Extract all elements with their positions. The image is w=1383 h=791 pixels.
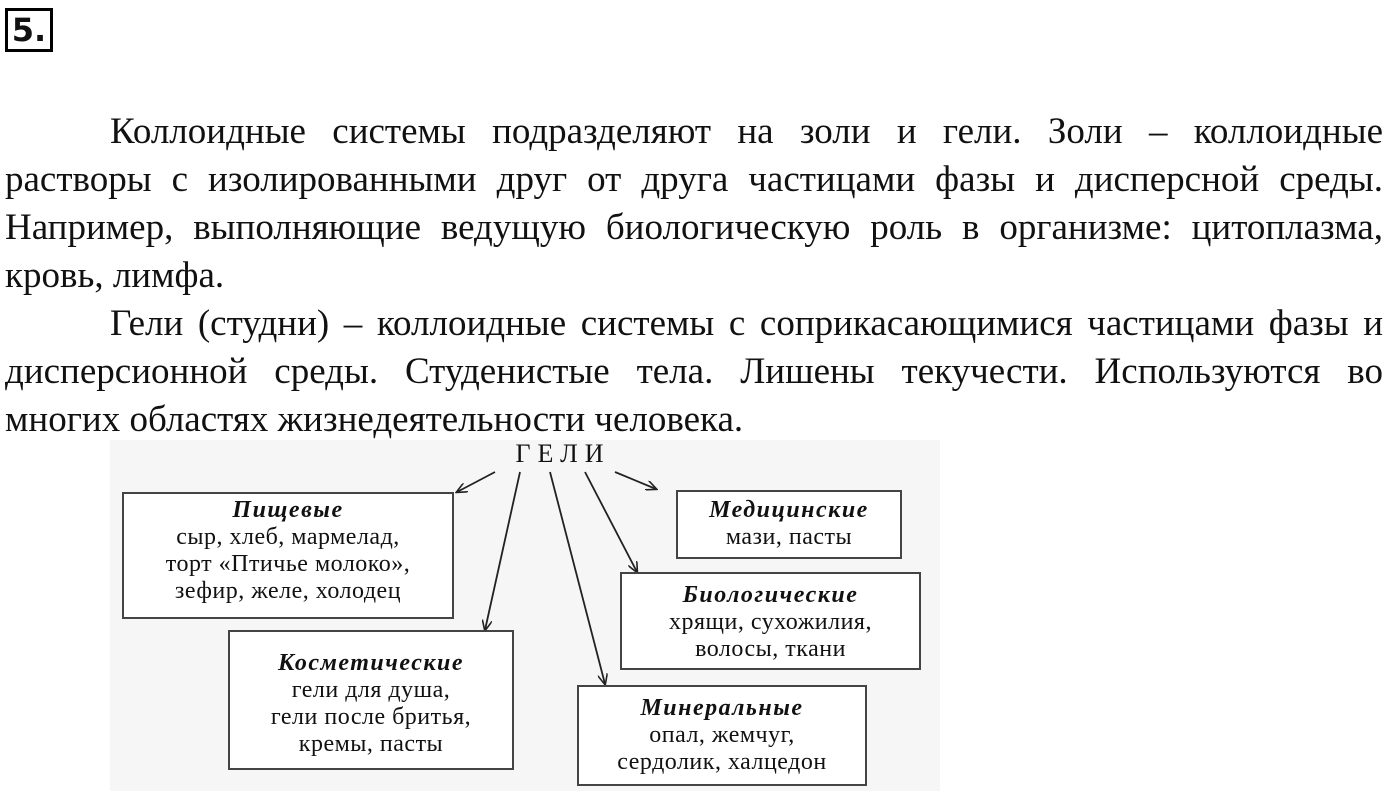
box-medical-gels xyxy=(676,490,902,559)
mineral-item: сердолик, халцедон xyxy=(617,749,827,775)
box-cosmetic-gels xyxy=(228,630,514,770)
arrow-to-medical xyxy=(615,472,656,489)
gels-diagram xyxy=(110,440,940,791)
arrow-to-biological xyxy=(585,472,637,572)
cosmetic-item: гели для душа, xyxy=(291,677,451,703)
arrow-to-mineral xyxy=(550,472,605,684)
paragraph-sols: Коллоидные системы подразделяют на золи и гели. Золи – коллоидные растворы с изолированными друг от друга частицами фазы и дисперсной среды. Например, выполняющие ведущую биологическую роль в организме: цитоплазма, кровь, лимфа. xyxy=(5,111,1383,296)
paragraph-gels: Гели (студни) – коллоидные системы с соприкасающимися частицами фазы и дисперсионной среды. Студенистые тела. Лишены текучести. Используются во многих областях жизнедеятельности человека. xyxy=(5,303,1383,440)
medical-item: мази, пасты xyxy=(725,524,853,550)
food-item: торт «Птичье молоко», xyxy=(165,551,411,577)
mineral-item: опал, жемчуг, xyxy=(649,722,795,748)
biological-title: Биологические xyxy=(682,582,859,608)
food-item: сыр, хлеб, мармелад, xyxy=(176,524,400,550)
body-text xyxy=(5,108,1383,444)
box-mineral-gels xyxy=(577,685,867,786)
food-title: Пищевые xyxy=(232,497,344,523)
arrow-to-cosmetic xyxy=(485,472,520,630)
food-item: зефир, желе, холодец xyxy=(174,578,402,604)
cosmetic-item: гели после бритья, xyxy=(270,704,472,730)
cosmetic-item: кремы, пасты xyxy=(298,731,444,757)
box-biological-gels xyxy=(620,572,921,670)
arrow-to-food xyxy=(457,472,495,492)
biological-item: волосы, ткани xyxy=(695,636,846,662)
task-number: 5. xyxy=(5,8,53,52)
box-food-gels xyxy=(122,492,454,619)
cosmetic-title: Косметические xyxy=(277,650,465,676)
medical-title: Медицинские xyxy=(709,497,869,523)
mineral-title: Минеральные xyxy=(640,695,804,721)
diagram-root-gels: ГЕЛИ xyxy=(515,439,611,468)
biological-item: хрящи, сухожилия, xyxy=(669,609,872,635)
